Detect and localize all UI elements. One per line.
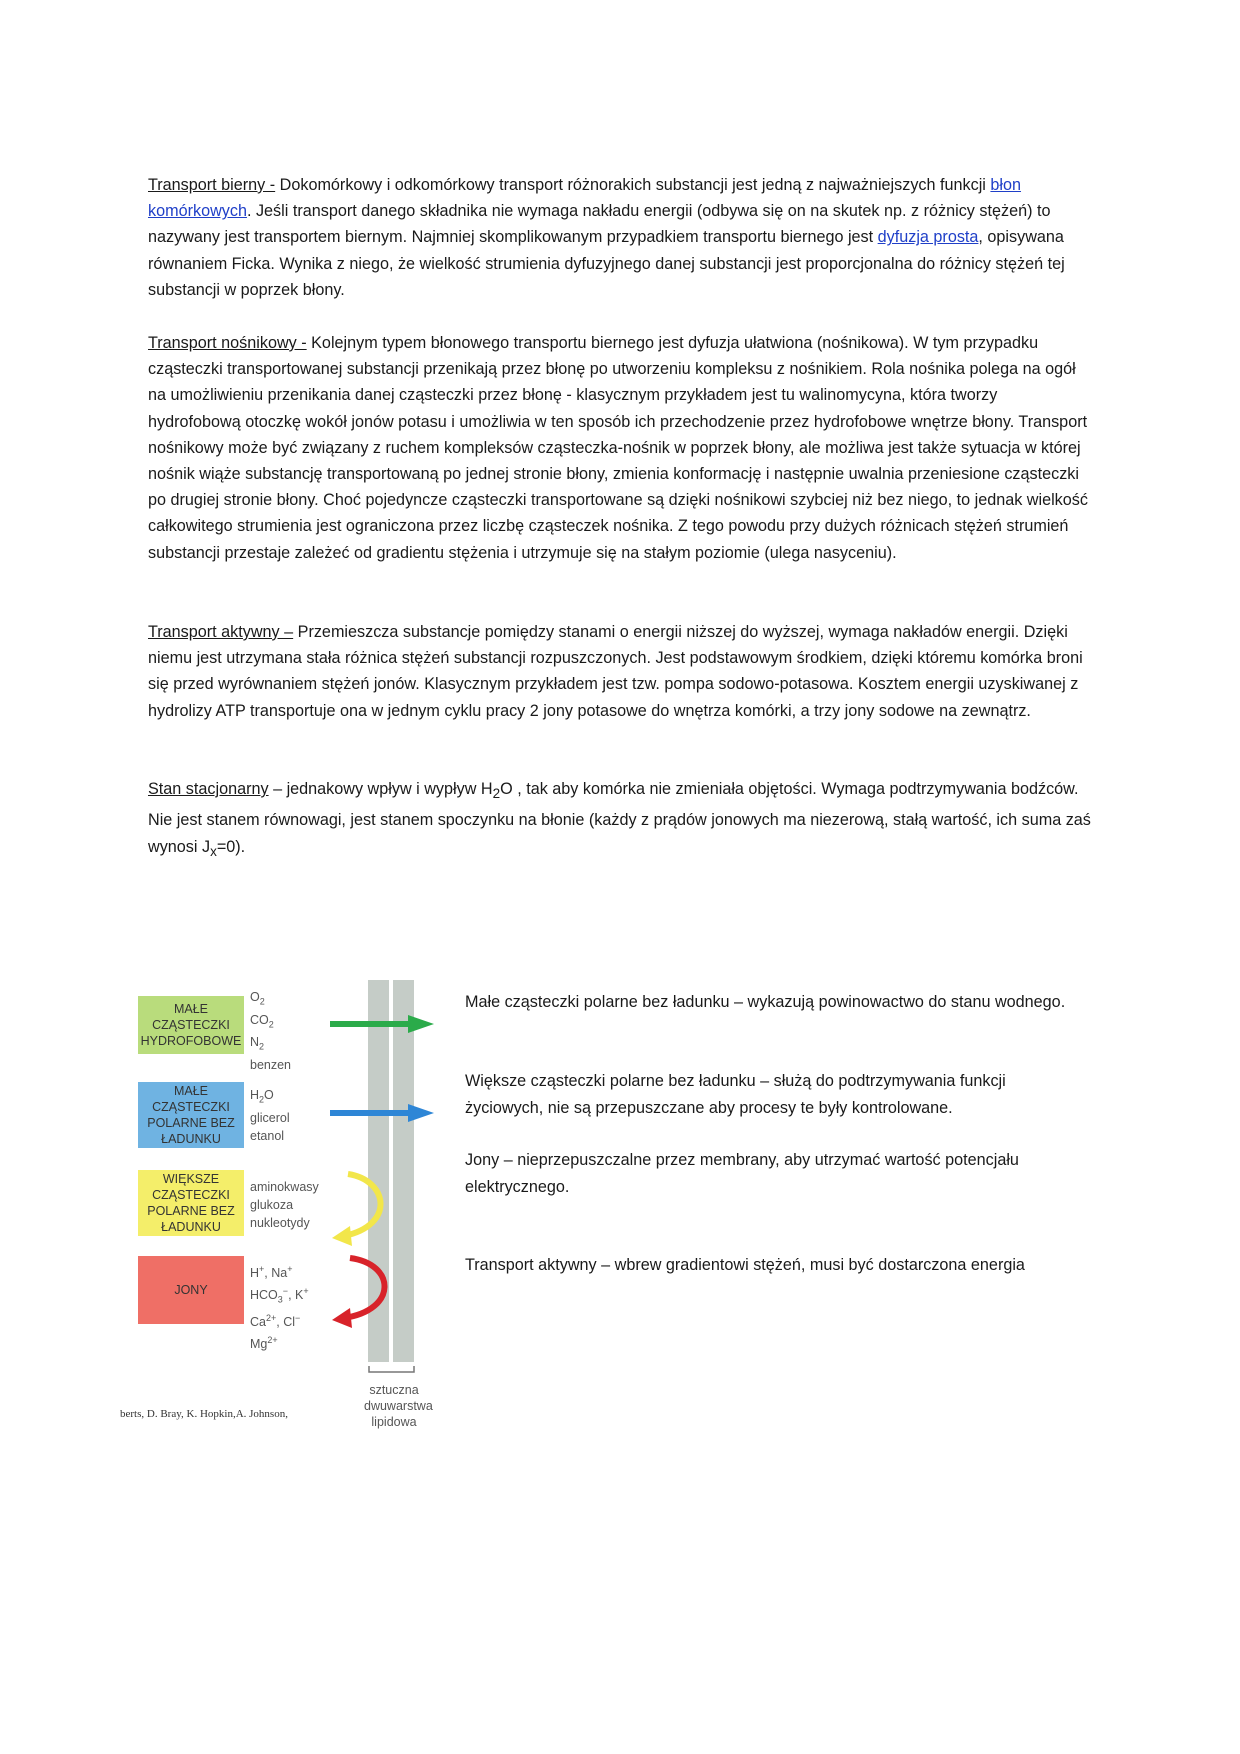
molecules-ions: H+, Na+ $HCO_3^-$, K+ $Ca^{2+}$, Cl− $Mg^{2+}$ bbox=[250, 1264, 309, 1352]
link-simple-diffusion[interactable]: dyfuzja prosta bbox=[877, 228, 979, 247]
figure-credit: berts, D. Bray, K. Hopkin,A. Johnson, bbox=[120, 1408, 288, 1420]
molecules-large-polar: aminokwasy glukoza nukleotydy bbox=[250, 1180, 319, 1230]
heading-active-transport: Transport aktywny – bbox=[148, 623, 294, 641]
arrow-blue-head bbox=[408, 1104, 434, 1122]
description-active-transport: Transport aktywny – wbrew gradientowi stężeń, musi być dostarczona energia bbox=[465, 1256, 1025, 1274]
arrow-yellow-head bbox=[332, 1226, 352, 1246]
heading-passive-transport: Transport bierny - bbox=[148, 176, 276, 194]
paragraph-active-transport bbox=[148, 619, 1094, 724]
heading-carrier-transport: Transport nośnikowy - bbox=[148, 334, 307, 352]
paragraph-passive-transport bbox=[148, 172, 1094, 303]
heading-steady-state: Stan stacjonarny bbox=[148, 780, 269, 798]
description-large-polar: Większe cząsteczki polarne bez ładunku – służą do podtrzymywania funkcji życiowych, nie są przepuszczane aby procesy te były kontrolowane. bbox=[465, 1072, 1006, 1117]
text: , opisywana równaniem Ficka. Wynika z niego, że wielkość strumienia dyfuzyjnego danej substancji jest proporcjonalna do różnicy stężeń tej substancji w poprzek błony. bbox=[148, 228, 1065, 299]
text: Kolejnym typem błonowego transportu biernego jest dyfuzja ułatwiona (nośnikowa). W tym przypadku cząsteczki transportowanej substancji przenikają przez błonę po utworzeniu kompleksu z nośnikiem. Rola nośnika polega na ogół na umożliwieniu przenikania danej cząsteczki przez błonę - klasycznym przykładem jest tu walinomycyna, która tworzy hydrofobową otoczkę wokół jonów potasu i umożliwia w ten sposób ich przechodzenie przez hydrofobowe wnętrze błony. Transport nośnikowy może być związany z ruchem kompleksów cząsteczka-nośnik w poprzek błony, ale możliwa jest także sytuacja w której nośnik wiąże substancję transportowaną po jednej stronie błony, zmienia konformację i następnie uwalnia przeniesione cząsteczki po drugiej stronie błony. Choć pojedyncze cząsteczki transportowane są dzięki nośnikowi szybciej niż bez niego, to jednak wielkość całkowitego strumienia jest ograniczona przez liczbę cząsteczek nośnika. Z tego powodu przy dużych różnicach stężeń strumień substancji przestaje zależeć od gradientu stężenia i utrzymuje się na stałym poziomie (ulega nasyceniu). bbox=[148, 334, 1088, 562]
arrow-green-head bbox=[408, 1015, 434, 1033]
box-small-polar-uncharged: MAŁE CZĄSTECZKI POLARNE BEZ ŁADUNKU bbox=[138, 1082, 244, 1148]
text: Dokomórkowy i odkomórkowy transport różnorakich substancji jest jedną z najważniejszych funkcji bbox=[275, 176, 991, 194]
text: =0). bbox=[216, 837, 246, 856]
box-small-hydrophobic: MAŁE CZĄSTECZKI HYDROFOBOWE bbox=[138, 996, 244, 1054]
paragraph-steady-state bbox=[148, 776, 1094, 865]
description-ions: Jony – nieprzepuszczalne przez membrany, aby utrzymać wartość potencjału elektrycznego. bbox=[465, 1151, 1019, 1196]
molecules-hydrophobic: $O_2$ $CO_2$ $N_2$ benzen bbox=[250, 990, 292, 1072]
subscript: 2 bbox=[492, 786, 501, 802]
link-cell-membranes[interactable]: błon komórkowych bbox=[148, 176, 1022, 221]
subscript: x bbox=[210, 843, 217, 859]
molecules-small-polar: $H_2O$ glicerol etanol bbox=[250, 1088, 290, 1143]
membrane-permeability-figure bbox=[118, 970, 448, 1440]
membrane-caption: sztuczna dwuwarstwa lipidowa bbox=[364, 1383, 433, 1429]
text: . Jeśli transport danego składnika nie wymaga nakładu energii (odbywa się on na skutek np. z różnicy stężeń) to nazywany jest transportem biernym. Najmniej skomplikowanym przypadkiem transportu biernego jest bbox=[148, 202, 1051, 247]
box-large-polar-uncharged: WIĘKSZE CZĄSTECZKI POLARNE BEZ ŁADUNKU bbox=[138, 1170, 244, 1236]
membrane-bracket bbox=[369, 1366, 414, 1372]
text: – jednakowy wpływ i wypływ H bbox=[268, 780, 493, 798]
text: O , tak aby komórka nie zmieniała objętości. Wymaga podtrzymywania bodźców. Nie jest stanem równowagi, jest stanem spoczynku na błonie (każdy z prądów jonowych ma niezerową, stałą wartość, ich suma zaś wynosi J bbox=[148, 780, 1091, 856]
paragraph-carrier-transport bbox=[148, 330, 1094, 566]
box-ions: JONY bbox=[138, 1256, 244, 1324]
arrows-layer bbox=[118, 970, 448, 1390]
arrow-red-head bbox=[332, 1308, 352, 1328]
text: Przemieszcza substancje pomiędzy stanami o energii niższej do wyższej, wymaga nakładów energii. Dzięki niemu jest utrzymana stała różnica stężeń substancji rozpuszczonych. Jest podstawowym środkiem, dzięki któremu komórka broni się przed wyrównaniem stężeń jonów. Klasycznym przykładem jest tzw. pompa sodowo-potasowa. Kosztem energii uzyskiwanej z hydrolizy ATP transportuje ona w jednym cyklu pracy 2 jony potasowe do wnętrza komórki, a trzy jony sodowe na zewnątrz. bbox=[148, 623, 1083, 720]
description-small-polar: Małe cząsteczki polarne bez ładunku – wykazują powinowactwo do stanu wodnego. bbox=[465, 993, 1066, 1011]
